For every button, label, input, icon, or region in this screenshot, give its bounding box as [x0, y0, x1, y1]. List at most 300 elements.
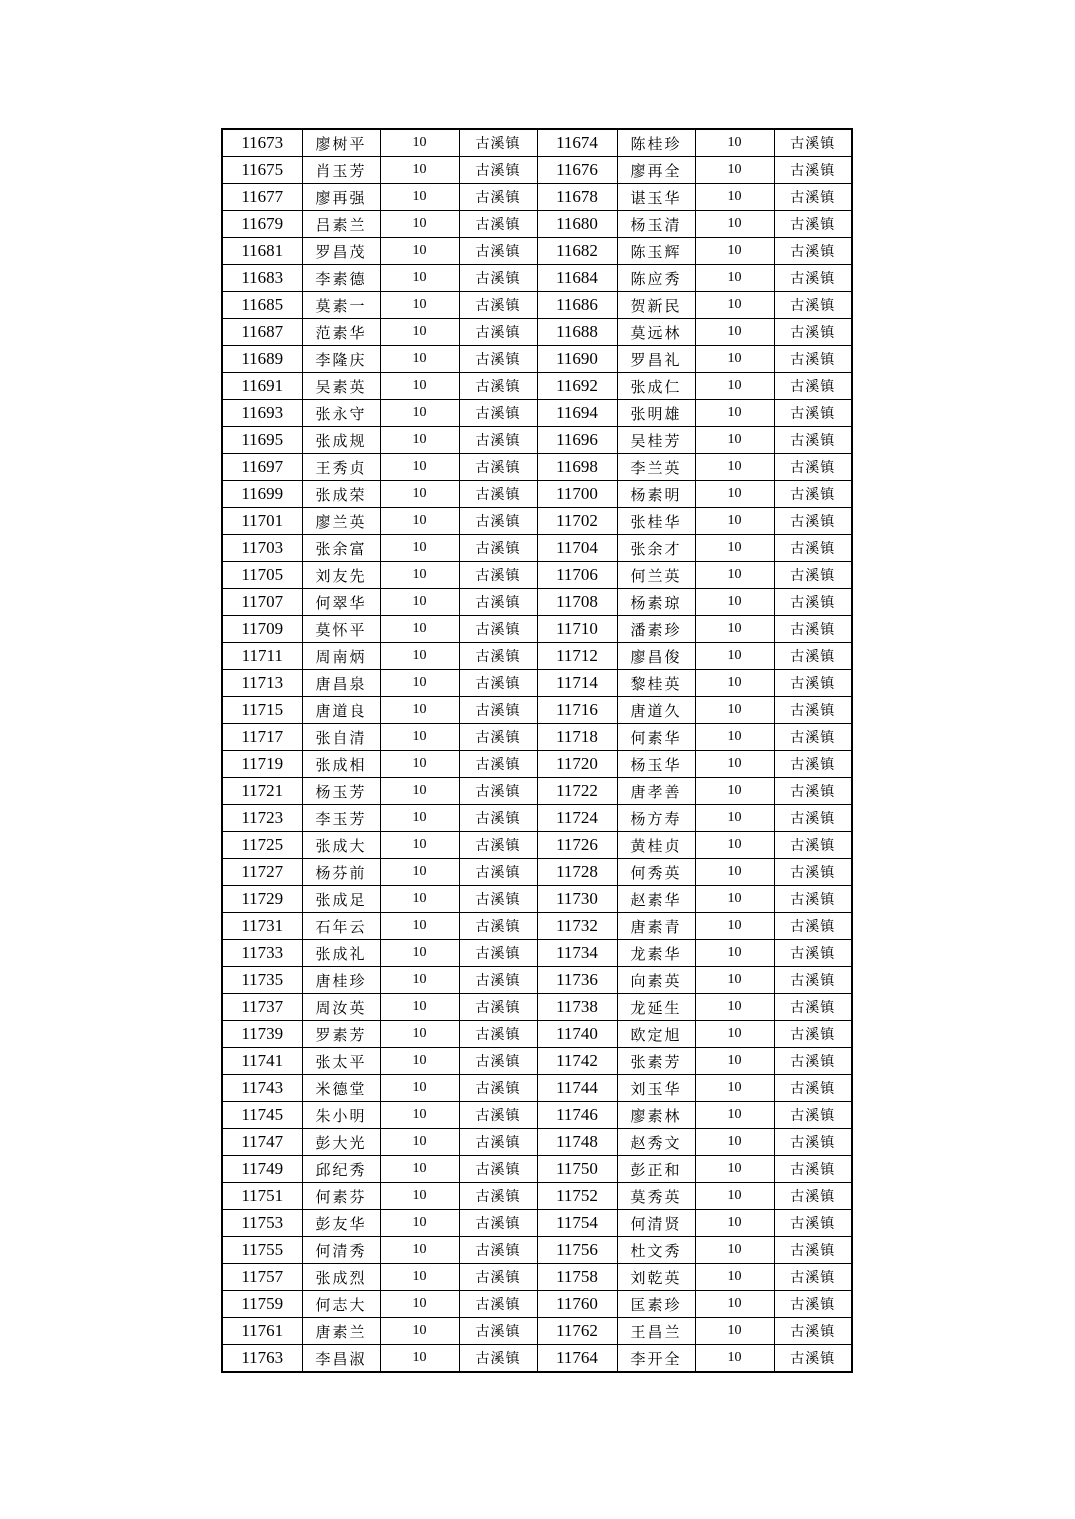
township-cell: 古溪镇 [459, 1102, 537, 1129]
township-cell: 古溪镇 [459, 238, 537, 265]
name-cell: 张成足 [302, 886, 380, 913]
amount-cell: 10 [380, 1345, 459, 1373]
amount-cell: 10 [695, 1048, 774, 1075]
amount-cell: 10 [695, 589, 774, 616]
record-id-cell: 11744 [537, 1075, 617, 1102]
township-cell: 古溪镇 [459, 859, 537, 886]
township-cell: 古溪镇 [459, 1291, 537, 1318]
name-cell: 李隆庆 [302, 346, 380, 373]
table-row [222, 211, 852, 238]
name-cell: 唐素青 [617, 913, 695, 940]
name-cell: 张成规 [302, 427, 380, 454]
name-cell: 廖再强 [302, 184, 380, 211]
name-cell: 李素德 [302, 265, 380, 292]
amount-cell: 10 [695, 1291, 774, 1318]
table-row [222, 1264, 852, 1291]
amount-cell: 10 [380, 265, 459, 292]
record-id-cell: 11718 [537, 724, 617, 751]
amount-cell: 10 [695, 805, 774, 832]
township-cell: 古溪镇 [774, 1129, 852, 1156]
township-cell: 古溪镇 [774, 508, 852, 535]
amount-cell: 10 [380, 724, 459, 751]
record-id-cell: 11757 [222, 1264, 302, 1291]
township-cell: 古溪镇 [774, 832, 852, 859]
amount-cell: 10 [695, 508, 774, 535]
record-id-cell: 11688 [537, 319, 617, 346]
record-id-cell: 11682 [537, 238, 617, 265]
name-cell: 黄桂贞 [617, 832, 695, 859]
township-cell: 古溪镇 [459, 454, 537, 481]
name-cell: 何清秀 [302, 1237, 380, 1264]
amount-cell: 10 [380, 129, 459, 157]
amount-cell: 10 [695, 1075, 774, 1102]
name-cell: 何素华 [617, 724, 695, 751]
record-id-cell: 11743 [222, 1075, 302, 1102]
township-cell: 古溪镇 [459, 778, 537, 805]
township-cell: 古溪镇 [774, 805, 852, 832]
name-cell: 何秀英 [617, 859, 695, 886]
amount-cell: 10 [380, 211, 459, 238]
record-id-cell: 11759 [222, 1291, 302, 1318]
record-id-cell: 11703 [222, 535, 302, 562]
township-cell: 古溪镇 [459, 967, 537, 994]
record-id-cell: 11708 [537, 589, 617, 616]
table-row [222, 1075, 852, 1102]
amount-cell: 10 [380, 616, 459, 643]
name-cell: 彭大光 [302, 1129, 380, 1156]
record-id-cell: 11706 [537, 562, 617, 589]
township-cell: 古溪镇 [774, 157, 852, 184]
name-cell: 莫远林 [617, 319, 695, 346]
township-cell: 古溪镇 [774, 697, 852, 724]
record-id-cell: 11746 [537, 1102, 617, 1129]
township-cell: 古溪镇 [774, 1048, 852, 1075]
record-id-cell: 11764 [537, 1345, 617, 1373]
table-row [222, 967, 852, 994]
township-cell: 古溪镇 [774, 481, 852, 508]
amount-cell: 10 [695, 1318, 774, 1345]
name-cell: 张余富 [302, 535, 380, 562]
record-id-cell: 11683 [222, 265, 302, 292]
amount-cell: 10 [380, 157, 459, 184]
amount-cell: 10 [380, 643, 459, 670]
table-row [222, 1102, 852, 1129]
amount-cell: 10 [380, 913, 459, 940]
name-cell: 杨芬前 [302, 859, 380, 886]
name-cell: 欧定旭 [617, 1021, 695, 1048]
record-id-cell: 11722 [537, 778, 617, 805]
record-id-cell: 11705 [222, 562, 302, 589]
table-row [222, 697, 852, 724]
record-id-cell: 11696 [537, 427, 617, 454]
township-cell: 古溪镇 [459, 1021, 537, 1048]
amount-cell: 10 [380, 535, 459, 562]
name-cell: 陈桂珍 [617, 129, 695, 157]
record-id-cell: 11761 [222, 1318, 302, 1345]
amount-cell: 10 [380, 238, 459, 265]
table-row [222, 535, 852, 562]
township-cell: 古溪镇 [774, 994, 852, 1021]
amount-cell: 10 [695, 913, 774, 940]
record-id-cell: 11704 [537, 535, 617, 562]
amount-cell: 10 [695, 643, 774, 670]
township-cell: 古溪镇 [774, 373, 852, 400]
township-cell: 古溪镇 [459, 1210, 537, 1237]
amount-cell: 10 [380, 1264, 459, 1291]
record-id-cell: 11745 [222, 1102, 302, 1129]
amount-cell: 10 [695, 670, 774, 697]
name-cell: 匡素珍 [617, 1291, 695, 1318]
record-id-cell: 11739 [222, 1021, 302, 1048]
township-cell: 古溪镇 [459, 1264, 537, 1291]
township-cell: 古溪镇 [774, 1345, 852, 1373]
record-id-cell: 11736 [537, 967, 617, 994]
amount-cell: 10 [380, 832, 459, 859]
record-id-cell: 11735 [222, 967, 302, 994]
name-cell: 范素华 [302, 319, 380, 346]
amount-cell: 10 [380, 346, 459, 373]
township-cell: 古溪镇 [459, 940, 537, 967]
record-id-cell: 11699 [222, 481, 302, 508]
roster-table [221, 128, 853, 1373]
name-cell: 杨玉华 [617, 751, 695, 778]
amount-cell: 10 [380, 805, 459, 832]
record-id-cell: 11728 [537, 859, 617, 886]
table-row [222, 913, 852, 940]
township-cell: 古溪镇 [459, 1318, 537, 1345]
record-id-cell: 11727 [222, 859, 302, 886]
name-cell: 邱纪秀 [302, 1156, 380, 1183]
record-id-cell: 11724 [537, 805, 617, 832]
table-row [222, 994, 852, 1021]
township-cell: 古溪镇 [459, 1075, 537, 1102]
amount-cell: 10 [380, 1075, 459, 1102]
amount-cell: 10 [380, 670, 459, 697]
table-row [222, 778, 852, 805]
township-cell: 古溪镇 [459, 994, 537, 1021]
township-cell: 古溪镇 [774, 859, 852, 886]
amount-cell: 10 [380, 562, 459, 589]
table-row [222, 1210, 852, 1237]
record-id-cell: 11758 [537, 1264, 617, 1291]
name-cell: 黎桂英 [617, 670, 695, 697]
name-cell: 唐道久 [617, 697, 695, 724]
amount-cell: 10 [695, 1264, 774, 1291]
township-cell: 古溪镇 [459, 265, 537, 292]
name-cell: 莫怀平 [302, 616, 380, 643]
name-cell: 罗昌礼 [617, 346, 695, 373]
township-cell: 古溪镇 [459, 184, 537, 211]
amount-cell: 10 [695, 886, 774, 913]
name-cell: 张成礼 [302, 940, 380, 967]
name-cell: 刘友先 [302, 562, 380, 589]
amount-cell: 10 [380, 1048, 459, 1075]
amount-cell: 10 [380, 1156, 459, 1183]
table-row [222, 1291, 852, 1318]
table-row [222, 373, 852, 400]
name-cell: 廖昌俊 [617, 643, 695, 670]
amount-cell: 10 [380, 778, 459, 805]
record-id-cell: 11760 [537, 1291, 617, 1318]
township-cell: 古溪镇 [774, 346, 852, 373]
table-row [222, 805, 852, 832]
name-cell: 石年云 [302, 913, 380, 940]
record-id-cell: 11714 [537, 670, 617, 697]
township-cell: 古溪镇 [459, 1156, 537, 1183]
table-row [222, 319, 852, 346]
township-cell: 古溪镇 [459, 670, 537, 697]
record-id-cell: 11684 [537, 265, 617, 292]
amount-cell: 10 [695, 373, 774, 400]
record-id-cell: 11756 [537, 1237, 617, 1264]
amount-cell: 10 [380, 184, 459, 211]
amount-cell: 10 [695, 1237, 774, 1264]
township-cell: 古溪镇 [459, 481, 537, 508]
table-row [222, 589, 852, 616]
name-cell: 张素芳 [617, 1048, 695, 1075]
name-cell: 杨方寿 [617, 805, 695, 832]
table-row [222, 1048, 852, 1075]
township-cell: 古溪镇 [459, 1048, 537, 1075]
table-row [222, 886, 852, 913]
record-id-cell: 11695 [222, 427, 302, 454]
name-cell: 周南炳 [302, 643, 380, 670]
township-cell: 古溪镇 [459, 643, 537, 670]
record-id-cell: 11734 [537, 940, 617, 967]
record-id-cell: 11694 [537, 400, 617, 427]
amount-cell: 10 [695, 859, 774, 886]
name-cell: 米德堂 [302, 1075, 380, 1102]
record-id-cell: 11697 [222, 454, 302, 481]
record-id-cell: 11726 [537, 832, 617, 859]
township-cell: 古溪镇 [459, 157, 537, 184]
amount-cell: 10 [695, 724, 774, 751]
township-cell: 古溪镇 [774, 265, 852, 292]
township-cell: 古溪镇 [774, 129, 852, 157]
township-cell: 古溪镇 [459, 724, 537, 751]
name-cell: 朱小明 [302, 1102, 380, 1129]
table-row [222, 129, 852, 157]
township-cell: 古溪镇 [459, 913, 537, 940]
township-cell: 古溪镇 [774, 184, 852, 211]
name-cell: 何兰英 [617, 562, 695, 589]
record-id-cell: 11738 [537, 994, 617, 1021]
name-cell: 何素芬 [302, 1183, 380, 1210]
amount-cell: 10 [695, 1183, 774, 1210]
record-id-cell: 11689 [222, 346, 302, 373]
record-id-cell: 11700 [537, 481, 617, 508]
record-id-cell: 11723 [222, 805, 302, 832]
township-cell: 古溪镇 [774, 670, 852, 697]
name-cell: 赵素华 [617, 886, 695, 913]
township-cell: 古溪镇 [459, 1345, 537, 1373]
township-cell: 古溪镇 [459, 751, 537, 778]
name-cell: 向素英 [617, 967, 695, 994]
name-cell: 龙延生 [617, 994, 695, 1021]
township-cell: 古溪镇 [774, 1237, 852, 1264]
name-cell: 张太平 [302, 1048, 380, 1075]
township-cell: 古溪镇 [774, 535, 852, 562]
record-id-cell: 11693 [222, 400, 302, 427]
amount-cell: 10 [380, 1291, 459, 1318]
record-id-cell: 11691 [222, 373, 302, 400]
table-row [222, 1345, 852, 1373]
township-cell: 古溪镇 [774, 886, 852, 913]
township-cell: 古溪镇 [459, 129, 537, 157]
name-cell: 吴素英 [302, 373, 380, 400]
record-id-cell: 11733 [222, 940, 302, 967]
amount-cell: 10 [380, 940, 459, 967]
township-cell: 古溪镇 [774, 1183, 852, 1210]
name-cell: 王昌兰 [617, 1318, 695, 1345]
township-cell: 古溪镇 [774, 1291, 852, 1318]
name-cell: 张明雄 [617, 400, 695, 427]
record-id-cell: 11754 [537, 1210, 617, 1237]
record-id-cell: 11750 [537, 1156, 617, 1183]
amount-cell: 10 [695, 697, 774, 724]
amount-cell: 10 [380, 1129, 459, 1156]
name-cell: 唐素兰 [302, 1318, 380, 1345]
amount-cell: 10 [695, 562, 774, 589]
township-cell: 古溪镇 [459, 319, 537, 346]
amount-cell: 10 [380, 994, 459, 1021]
name-cell: 张余才 [617, 535, 695, 562]
township-cell: 古溪镇 [774, 454, 852, 481]
table-row [222, 292, 852, 319]
amount-cell: 10 [695, 535, 774, 562]
record-id-cell: 11690 [537, 346, 617, 373]
name-cell: 杜文秀 [617, 1237, 695, 1264]
amount-cell: 10 [695, 184, 774, 211]
amount-cell: 10 [695, 292, 774, 319]
amount-cell: 10 [695, 616, 774, 643]
record-id-cell: 11698 [537, 454, 617, 481]
record-id-cell: 11677 [222, 184, 302, 211]
name-cell: 张成烈 [302, 1264, 380, 1291]
record-id-cell: 11747 [222, 1129, 302, 1156]
record-id-cell: 11742 [537, 1048, 617, 1075]
amount-cell: 10 [380, 1183, 459, 1210]
table-row [222, 751, 852, 778]
name-cell: 罗昌茂 [302, 238, 380, 265]
name-cell: 李昌淑 [302, 1345, 380, 1373]
name-cell: 张成荣 [302, 481, 380, 508]
record-id-cell: 11740 [537, 1021, 617, 1048]
name-cell: 刘玉华 [617, 1075, 695, 1102]
table-row [222, 481, 852, 508]
amount-cell: 10 [695, 994, 774, 1021]
township-cell: 古溪镇 [774, 751, 852, 778]
name-cell: 王秀贞 [302, 454, 380, 481]
amount-cell: 10 [695, 319, 774, 346]
township-cell: 古溪镇 [774, 913, 852, 940]
record-id-cell: 11732 [537, 913, 617, 940]
amount-cell: 10 [695, 1345, 774, 1373]
table-row [222, 157, 852, 184]
amount-cell: 10 [695, 157, 774, 184]
record-id-cell: 11711 [222, 643, 302, 670]
township-cell: 古溪镇 [774, 1210, 852, 1237]
record-id-cell: 11752 [537, 1183, 617, 1210]
township-cell: 古溪镇 [459, 1237, 537, 1264]
record-id-cell: 11748 [537, 1129, 617, 1156]
township-cell: 古溪镇 [774, 1156, 852, 1183]
amount-cell: 10 [695, 400, 774, 427]
record-id-cell: 11741 [222, 1048, 302, 1075]
name-cell: 陈应秀 [617, 265, 695, 292]
name-cell: 廖兰英 [302, 508, 380, 535]
name-cell: 唐孝善 [617, 778, 695, 805]
township-cell: 古溪镇 [774, 778, 852, 805]
name-cell: 莫素一 [302, 292, 380, 319]
township-cell: 古溪镇 [774, 319, 852, 346]
record-id-cell: 11674 [537, 129, 617, 157]
amount-cell: 10 [695, 481, 774, 508]
amount-cell: 10 [380, 508, 459, 535]
amount-cell: 10 [695, 1156, 774, 1183]
name-cell: 张永守 [302, 400, 380, 427]
name-cell: 杨素明 [617, 481, 695, 508]
table-row [222, 562, 852, 589]
township-cell: 古溪镇 [774, 427, 852, 454]
record-id-cell: 11716 [537, 697, 617, 724]
record-id-cell: 11729 [222, 886, 302, 913]
amount-cell: 10 [380, 400, 459, 427]
roster-body [222, 129, 852, 1372]
township-cell: 古溪镇 [774, 1102, 852, 1129]
name-cell: 李玉芳 [302, 805, 380, 832]
amount-cell: 10 [380, 292, 459, 319]
name-cell: 李兰英 [617, 454, 695, 481]
name-cell: 廖再全 [617, 157, 695, 184]
record-id-cell: 11676 [537, 157, 617, 184]
amount-cell: 10 [380, 319, 459, 346]
name-cell: 张成大 [302, 832, 380, 859]
table-row [222, 1237, 852, 1264]
record-id-cell: 11712 [537, 643, 617, 670]
name-cell: 唐道良 [302, 697, 380, 724]
table-row [222, 427, 852, 454]
name-cell: 刘乾英 [617, 1264, 695, 1291]
record-id-cell: 11730 [537, 886, 617, 913]
record-id-cell: 11686 [537, 292, 617, 319]
name-cell: 张成相 [302, 751, 380, 778]
record-id-cell: 11721 [222, 778, 302, 805]
township-cell: 古溪镇 [774, 616, 852, 643]
township-cell: 古溪镇 [459, 886, 537, 913]
name-cell: 唐桂珍 [302, 967, 380, 994]
name-cell: 彭友华 [302, 1210, 380, 1237]
township-cell: 古溪镇 [459, 589, 537, 616]
record-id-cell: 11709 [222, 616, 302, 643]
township-cell: 古溪镇 [459, 616, 537, 643]
amount-cell: 10 [695, 129, 774, 157]
record-id-cell: 11701 [222, 508, 302, 535]
name-cell: 李开全 [617, 1345, 695, 1373]
table-row [222, 643, 852, 670]
name-cell: 龙素华 [617, 940, 695, 967]
table-row [222, 238, 852, 265]
name-cell: 杨玉芳 [302, 778, 380, 805]
township-cell: 古溪镇 [459, 1183, 537, 1210]
township-cell: 古溪镇 [459, 562, 537, 589]
table-row [222, 265, 852, 292]
table-row [222, 1129, 852, 1156]
amount-cell: 10 [380, 1237, 459, 1264]
name-cell: 贺新民 [617, 292, 695, 319]
record-id-cell: 11692 [537, 373, 617, 400]
amount-cell: 10 [695, 346, 774, 373]
